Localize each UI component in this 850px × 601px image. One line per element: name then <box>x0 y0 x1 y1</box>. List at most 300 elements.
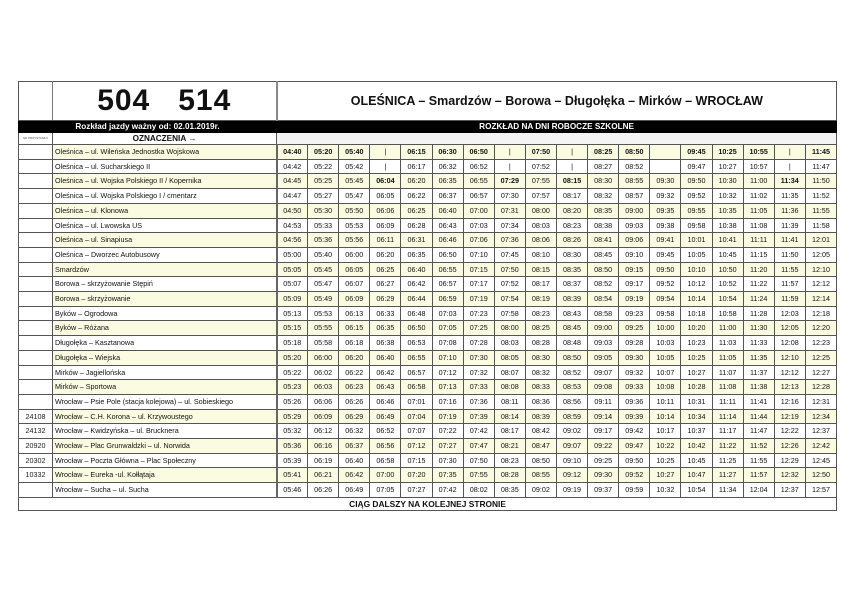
departure-time: 05:53 <box>308 306 339 321</box>
stop-name: Mirków – Sportowa <box>53 380 277 395</box>
departure-time: 05:50 <box>339 203 370 218</box>
departure-time: 06:35 <box>432 174 463 189</box>
departure-time: 08:03 <box>525 218 556 233</box>
departure-time: 08:50 <box>556 350 587 365</box>
departure-time: 10:14 <box>650 409 681 424</box>
departure-time: 10:32 <box>650 483 681 498</box>
departure-time: 07:23 <box>463 306 494 321</box>
departure-time: 09:00 <box>619 203 650 218</box>
departure-time: 10:27 <box>681 365 712 380</box>
departure-time: 08:30 <box>525 350 556 365</box>
departure-time: 09:03 <box>619 218 650 233</box>
departure-time: 05:13 <box>277 306 308 321</box>
departure-time: 06:13 <box>339 306 370 321</box>
departure-time: 11:00 <box>712 321 743 336</box>
departure-time: 11:34 <box>712 483 743 498</box>
departure-time: 06:46 <box>432 233 463 248</box>
departure-time: 06:03 <box>308 380 339 395</box>
departure-time: 12:22 <box>774 424 805 439</box>
departure-time: 08:37 <box>556 277 587 292</box>
departure-time: 08:45 <box>588 247 619 262</box>
departure-time: 08:43 <box>556 306 587 321</box>
stop-number <box>19 189 53 204</box>
departure-time: 06:59 <box>432 292 463 307</box>
departure-time: 07:42 <box>463 424 494 439</box>
stop-row <box>19 394 837 409</box>
departure-time: 08:59 <box>556 409 587 424</box>
departure-time: 07:36 <box>463 394 494 409</box>
departure-time: 08:00 <box>494 321 525 336</box>
departure-time: 07:25 <box>463 321 494 336</box>
departure-time: 09:42 <box>619 424 650 439</box>
stop-row <box>19 439 837 454</box>
departure-time: 05:58 <box>308 336 339 351</box>
departure-time: 08:05 <box>494 350 525 365</box>
departure-time: 08:35 <box>494 483 525 498</box>
stop-name: Oleśnica – ul. Lwowska US <box>53 218 277 233</box>
departure-time: 11:52 <box>743 439 774 454</box>
departure-time: 05:40 <box>308 247 339 262</box>
departure-time: 06:42 <box>370 365 401 380</box>
departure-time: 06:22 <box>339 365 370 380</box>
departure-time: 08:45 <box>556 321 587 336</box>
departure-time: 10:17 <box>650 424 681 439</box>
departure-time: 05:47 <box>339 189 370 204</box>
departure-time: 09:06 <box>619 233 650 248</box>
departure-time: 10:11 <box>650 394 681 409</box>
departure-time: 07:55 <box>525 174 556 189</box>
departure-time: 06:40 <box>432 203 463 218</box>
departure-time: 08:50 <box>525 453 556 468</box>
departure-time: 07:28 <box>463 336 494 351</box>
departure-time: 06:15 <box>339 321 370 336</box>
departure-time: 06:37 <box>432 189 463 204</box>
stop-number <box>19 380 53 395</box>
departure-time: 09:47 <box>681 159 712 174</box>
stop-row <box>19 247 837 262</box>
departure-time: 06:02 <box>308 365 339 380</box>
departure-time: 06:42 <box>401 277 432 292</box>
departure-time: 10:07 <box>650 365 681 380</box>
departure-time: 10:18 <box>681 306 712 321</box>
departure-time: 09:33 <box>619 380 650 395</box>
departure-time: 05:33 <box>308 218 339 233</box>
departure-time: 06:20 <box>339 350 370 365</box>
departure-time: 07:03 <box>463 218 494 233</box>
stop-row <box>19 203 837 218</box>
departure-time: 07:30 <box>463 350 494 365</box>
departure-time: 10:41 <box>712 233 743 248</box>
departure-time: 08:17 <box>494 424 525 439</box>
departure-time: 12:37 <box>774 483 805 498</box>
departure-time: 07:30 <box>432 453 463 468</box>
departure-time: 11:37 <box>743 365 774 380</box>
departure-time: | <box>494 159 525 174</box>
departure-time: 10:35 <box>712 203 743 218</box>
departure-time: 11:55 <box>774 262 805 277</box>
departure-time: 06:26 <box>339 394 370 409</box>
departure-time: 08:50 <box>619 145 650 160</box>
departure-time: 11:58 <box>805 218 836 233</box>
departure-time: 08:53 <box>556 380 587 395</box>
departure-time: 12:18 <box>805 306 836 321</box>
departure-time: 11:47 <box>805 159 836 174</box>
departure-time: 05:36 <box>308 233 339 248</box>
departure-time: 10:45 <box>681 453 712 468</box>
departure-time: 07:30 <box>494 189 525 204</box>
departure-time: 07:00 <box>370 468 401 483</box>
stop-name: Wrocław – Sucha – ul. Sucha <box>53 483 277 498</box>
departure-time: 06:55 <box>463 174 494 189</box>
departure-time: 07:29 <box>494 174 525 189</box>
departure-time: 05:07 <box>277 277 308 292</box>
departure-time: 10:57 <box>743 159 774 174</box>
stop-row <box>19 350 837 365</box>
departure-time: 09:28 <box>619 336 650 351</box>
departure-time: 05:32 <box>277 424 308 439</box>
stop-number <box>19 174 53 189</box>
stop-row <box>19 277 837 292</box>
departure-time: 09:54 <box>650 292 681 307</box>
departure-time: 07:32 <box>463 365 494 380</box>
departure-time: 12:16 <box>774 394 805 409</box>
valid-from: Rozkład jazdy ważny od: 02.01.2019r. <box>19 121 277 133</box>
departure-time: 05:36 <box>277 439 308 454</box>
stop-number <box>19 277 53 292</box>
departure-time: | <box>774 159 805 174</box>
departure-time: 08:50 <box>588 262 619 277</box>
route-number-1: 504 <box>97 84 151 117</box>
departure-time: 06:50 <box>401 321 432 336</box>
departure-time: 07:39 <box>463 409 494 424</box>
departure-time: 12:12 <box>774 365 805 380</box>
departure-time: 06:52 <box>463 159 494 174</box>
departure-time: 10:54 <box>681 483 712 498</box>
departure-time: 06:05 <box>339 262 370 277</box>
stop-name: Byków – Różana <box>53 321 277 336</box>
departure-time: 12:32 <box>774 468 805 483</box>
departure-time: 10:14 <box>681 292 712 307</box>
stop-number <box>19 218 53 233</box>
departure-time: | <box>774 145 805 160</box>
departure-time: 09:50 <box>681 174 712 189</box>
departure-time: 09:02 <box>556 424 587 439</box>
departure-time: 08:27 <box>588 159 619 174</box>
departure-time: 06:09 <box>308 409 339 424</box>
stop-row <box>19 380 837 395</box>
departure-time: 07:05 <box>432 321 463 336</box>
departure-time: 10:30 <box>712 174 743 189</box>
departure-time: 09:47 <box>619 439 650 454</box>
markings-cells <box>277 133 837 145</box>
title-blank-cell <box>19 82 53 121</box>
departure-time: 12:45 <box>805 453 836 468</box>
departure-time: 06:52 <box>370 424 401 439</box>
departure-time: 10:25 <box>712 145 743 160</box>
departure-time: 11:08 <box>712 380 743 395</box>
departure-time: 11:34 <box>774 174 805 189</box>
stop-number <box>19 159 53 174</box>
departure-time: 11:55 <box>743 453 774 468</box>
departure-time: 09:50 <box>650 262 681 277</box>
departure-time: 12:01 <box>805 233 836 248</box>
stop-row <box>19 174 837 189</box>
departure-time: 06:04 <box>370 174 401 189</box>
departure-time: 09:12 <box>556 468 587 483</box>
departure-time: 04:45 <box>277 174 308 189</box>
departure-time: 11:17 <box>712 424 743 439</box>
departure-time: 08:48 <box>556 336 587 351</box>
stop-name: Oleśnica – ul. Wojska Polskiego I / cmentarz <box>53 189 277 204</box>
stop-row <box>19 365 837 380</box>
departure-time: 12:10 <box>774 350 805 365</box>
departure-time: 09:41 <box>650 233 681 248</box>
stop-row <box>19 336 837 351</box>
departure-time: 08:41 <box>588 233 619 248</box>
departure-time: 11:57 <box>774 277 805 292</box>
departure-time: 09:25 <box>588 453 619 468</box>
stop-name: Oleśnica – ul. Wileńska Jednostka Wojskowa <box>53 145 277 160</box>
departure-time: 07:19 <box>463 292 494 307</box>
stop-name: Byków – Ogrodowa <box>53 306 277 321</box>
departure-time: 06:58 <box>401 380 432 395</box>
departure-time: 09:15 <box>619 262 650 277</box>
departure-time: 10:32 <box>712 189 743 204</box>
departure-time: 09:05 <box>588 350 619 365</box>
departure-time: 09:19 <box>619 292 650 307</box>
departure-time: 11:11 <box>712 394 743 409</box>
departure-time: 05:47 <box>308 277 339 292</box>
departure-time: 06:33 <box>370 306 401 321</box>
departure-time: 09:35 <box>650 203 681 218</box>
stop-row <box>19 424 837 439</box>
departure-time: 05:41 <box>277 468 308 483</box>
departure-time: 06:16 <box>308 439 339 454</box>
stop-number: 20302 <box>19 453 53 468</box>
departure-time: 12:29 <box>774 453 805 468</box>
departure-time: 06:50 <box>432 247 463 262</box>
departure-time: 10:00 <box>650 321 681 336</box>
departure-time: 12:31 <box>805 394 836 409</box>
departure-time: 11:55 <box>805 203 836 218</box>
departure-time: 06:06 <box>370 203 401 218</box>
departure-time: 07:04 <box>401 409 432 424</box>
departure-time: 09:39 <box>619 409 650 424</box>
departure-time: 10:28 <box>681 380 712 395</box>
departure-time: 06:44 <box>401 292 432 307</box>
stop-number: 20920 <box>19 439 53 454</box>
departure-time: 08:55 <box>619 174 650 189</box>
stop-row <box>19 468 837 483</box>
departure-time: 09:50 <box>619 453 650 468</box>
departure-time: 06:06 <box>308 394 339 409</box>
departure-time: 09:10 <box>556 453 587 468</box>
departure-time: 07:42 <box>432 483 463 498</box>
departure-time: 07:34 <box>494 218 525 233</box>
departure-time: 08:58 <box>588 306 619 321</box>
departure-time: 11:52 <box>805 189 836 204</box>
stop-name: Oleśnica – ul. Wojska Polskiego II / Kopernika <box>53 174 277 189</box>
departure-time: 05:05 <box>277 262 308 277</box>
departure-time <box>650 159 681 174</box>
departure-time: 05:20 <box>277 350 308 365</box>
departure-time: 11:35 <box>774 189 805 204</box>
stop-row <box>19 453 837 468</box>
departure-time: 08:28 <box>525 336 556 351</box>
stop-row <box>19 306 837 321</box>
departure-time: 11:11 <box>743 233 774 248</box>
departure-time: 06:35 <box>370 321 401 336</box>
departure-time: 10:05 <box>681 247 712 262</box>
departure-time: | <box>556 145 587 160</box>
departure-time: 08:35 <box>556 262 587 277</box>
departure-time: 06:55 <box>432 262 463 277</box>
departure-time: 07:07 <box>401 424 432 439</box>
stop-name: Smardzów <box>53 262 277 277</box>
departure-time: 06:50 <box>463 145 494 160</box>
departure-time: 08:28 <box>494 468 525 483</box>
stop-number-label: NR PRZYSTANKU <box>19 133 53 145</box>
departure-time: 06:23 <box>339 380 370 395</box>
departure-time: 05:56 <box>339 233 370 248</box>
departure-time: 04:50 <box>277 203 308 218</box>
departure-time: 10:23 <box>681 336 712 351</box>
departure-time: 08:08 <box>494 380 525 395</box>
departure-time: 07:22 <box>432 424 463 439</box>
departure-time: 11:44 <box>743 409 774 424</box>
departure-time: | <box>370 159 401 174</box>
departure-time: 07:52 <box>525 159 556 174</box>
departure-time: | <box>494 145 525 160</box>
departure-time: 06:22 <box>401 189 432 204</box>
departure-time: 09:52 <box>650 277 681 292</box>
departure-time: 07:06 <box>463 233 494 248</box>
departure-time: 06:40 <box>339 453 370 468</box>
departure-time: 09:58 <box>650 306 681 321</box>
stop-row <box>19 321 837 336</box>
departure-time: 07:50 <box>525 145 556 160</box>
departure-time: 06:40 <box>370 350 401 365</box>
stop-name: Borowa – skrzyżowanie <box>53 292 277 307</box>
departure-time: 11:27 <box>712 468 743 483</box>
departure-time: 12:27 <box>805 365 836 380</box>
departure-time: 08:00 <box>525 203 556 218</box>
stop-number <box>19 247 53 262</box>
departure-time: 07:50 <box>463 453 494 468</box>
departure-time: 10:54 <box>712 292 743 307</box>
stop-number: 24108 <box>19 409 53 424</box>
departure-time: 08:17 <box>556 189 587 204</box>
departure-time: 10:42 <box>681 439 712 454</box>
departure-time: 11:07 <box>712 365 743 380</box>
departure-time: 08:26 <box>556 233 587 248</box>
departure-time: 11:45 <box>805 145 836 160</box>
departure-time: 07:08 <box>432 336 463 351</box>
departure-time: 07:50 <box>494 262 525 277</box>
departure-time: 06:43 <box>370 380 401 395</box>
departure-time: 06:19 <box>308 453 339 468</box>
departure-time: 08:06 <box>525 233 556 248</box>
departure-time: 11:33 <box>743 336 774 351</box>
departure-time: 08:02 <box>463 483 494 498</box>
departure-time: 12:25 <box>805 350 836 365</box>
departure-time: 11:00 <box>743 174 774 189</box>
departure-time: 09:30 <box>619 350 650 365</box>
departure-time: 06:20 <box>401 174 432 189</box>
departure-time: 11:41 <box>774 233 805 248</box>
departure-time: 07:15 <box>463 262 494 277</box>
departure-time: 09:08 <box>588 380 619 395</box>
departure-time: 05:29 <box>277 409 308 424</box>
departure-time: 06:17 <box>401 159 432 174</box>
title-row <box>19 82 837 121</box>
departure-time: 07:12 <box>401 439 432 454</box>
departure-time: 07:05 <box>370 483 401 498</box>
departure-time: 08:35 <box>588 203 619 218</box>
stop-name: Wrocław – C.H. Korona – ul. Krzywoustego <box>53 409 277 424</box>
departure-time: 05:45 <box>339 174 370 189</box>
departure-time: 11:30 <box>743 321 774 336</box>
schedule-type: ROZKŁAD NA DNI ROBOCZE SZKOLNE <box>277 121 837 133</box>
departure-time: 09:52 <box>619 468 650 483</box>
departure-time: 09:37 <box>588 483 619 498</box>
departure-time: 07:00 <box>463 203 494 218</box>
departure-time: 10:37 <box>681 424 712 439</box>
stop-name: Długołęka – Wiejska <box>53 350 277 365</box>
departure-time: 11:05 <box>712 350 743 365</box>
departure-time: 05:26 <box>277 394 308 409</box>
departure-time: 06:43 <box>432 218 463 233</box>
stop-number <box>19 483 53 498</box>
departure-time: 11:35 <box>743 350 774 365</box>
departure-time: 09:11 <box>588 394 619 409</box>
departure-time: 06:46 <box>370 394 401 409</box>
stop-number <box>19 365 53 380</box>
stop-row <box>19 262 837 277</box>
departure-time: 05:55 <box>308 321 339 336</box>
departure-time: 09:00 <box>588 321 619 336</box>
departure-time: 08:57 <box>619 189 650 204</box>
departure-time: 05:00 <box>277 247 308 262</box>
departure-time: 10:05 <box>650 350 681 365</box>
continued-note: CIĄG DALSZY NA KOLEJNEJ STRONIE <box>19 497 837 510</box>
departure-time: 12:10 <box>805 262 836 277</box>
departure-time: 06:00 <box>308 350 339 365</box>
stop-name: Borowa – skrzyżowanie Stępiń <box>53 277 277 292</box>
departure-time: 09:30 <box>588 468 619 483</box>
departure-time: 10:58 <box>712 306 743 321</box>
departure-time: 12:13 <box>774 380 805 395</box>
departure-time: 11:22 <box>712 439 743 454</box>
departure-time: 07:54 <box>494 292 525 307</box>
departure-time: 11:50 <box>805 174 836 189</box>
departure-time: 08:17 <box>525 277 556 292</box>
departure-time: 08:56 <box>556 394 587 409</box>
departure-time: 12:05 <box>774 321 805 336</box>
departure-time: 08:23 <box>494 453 525 468</box>
departure-time: 08:39 <box>556 292 587 307</box>
departure-time: 10:34 <box>681 409 712 424</box>
departure-time: 06:09 <box>339 292 370 307</box>
departure-time: 07:35 <box>432 468 463 483</box>
stop-name: Wrocław – Kwidzyńska – ul. Brucknera <box>53 424 277 439</box>
departure-time: 09:17 <box>588 424 619 439</box>
departure-time: 08:11 <box>494 394 525 409</box>
departure-time: 06:00 <box>339 247 370 262</box>
departure-time: 09:02 <box>525 483 556 498</box>
departure-time: 10:45 <box>712 247 743 262</box>
departure-time: 10:20 <box>681 321 712 336</box>
